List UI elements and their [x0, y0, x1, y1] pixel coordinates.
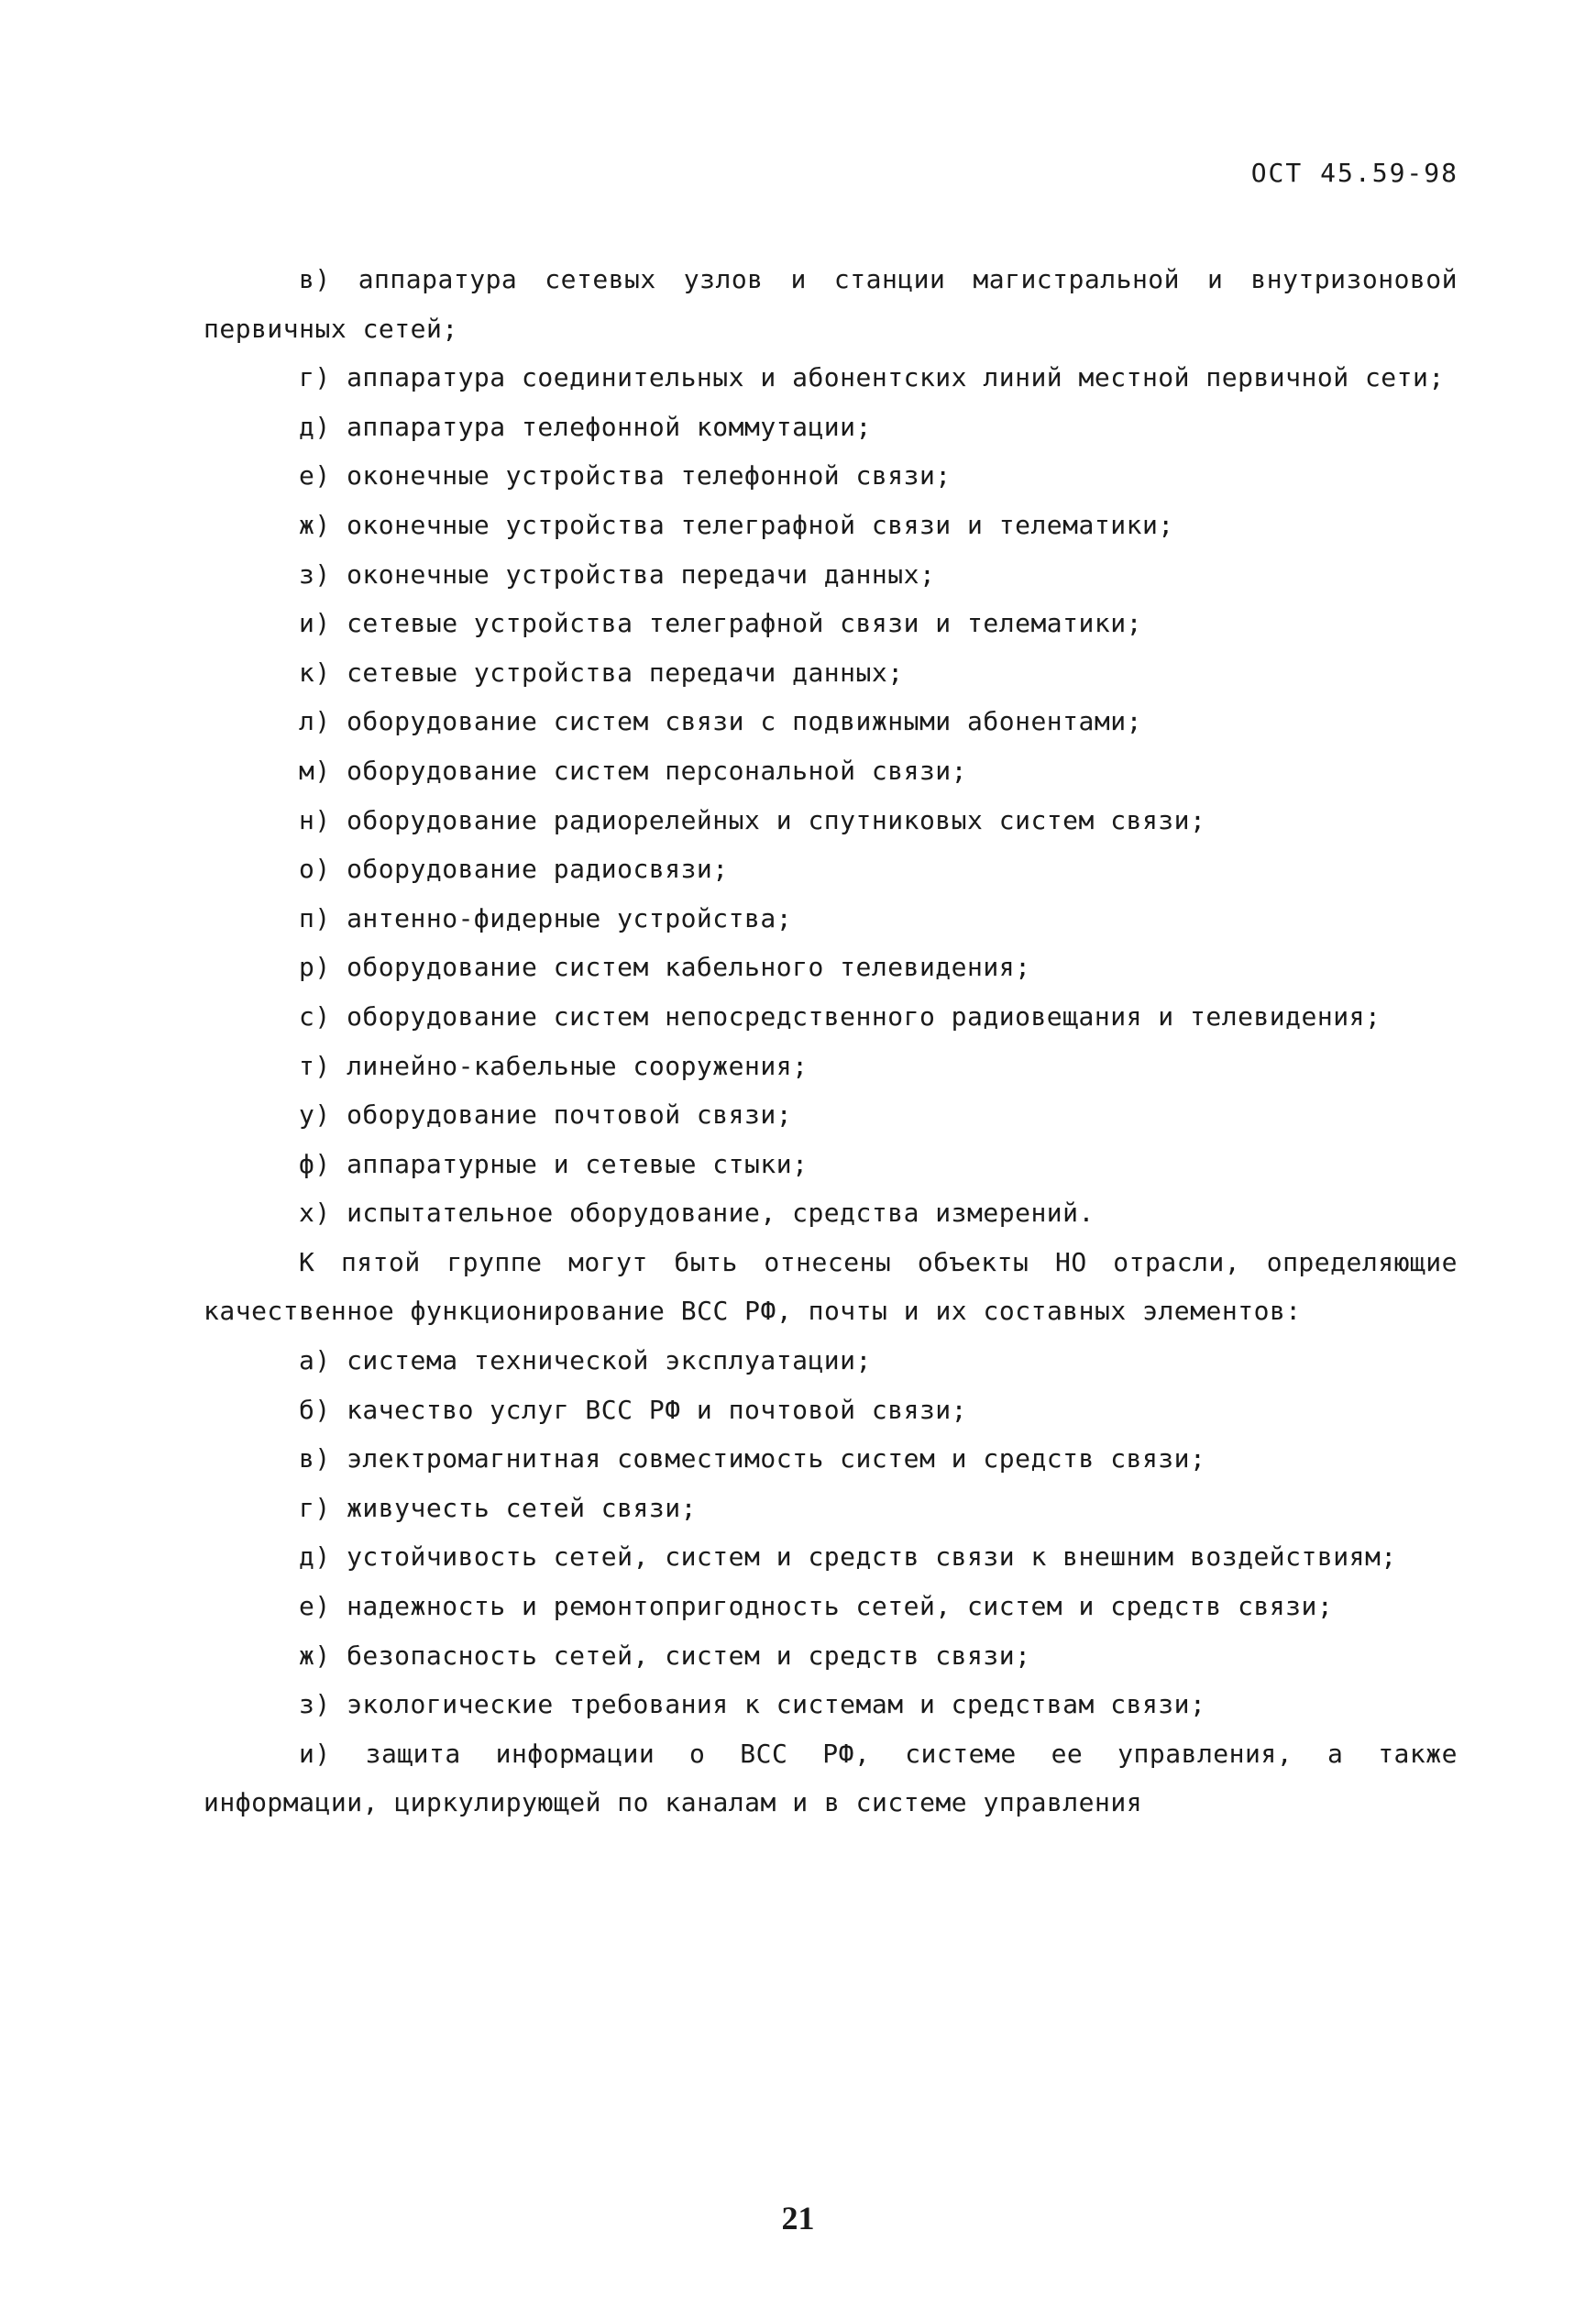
document-code: ОСТ 45.59-98 [1250, 158, 1458, 188]
document-body [204, 255, 1458, 1828]
list-item: и) сетевые устройства телеграфной связи и телематики; [299, 608, 1142, 639]
list-item: д) аппаратура телефонной коммутации; [299, 411, 872, 442]
list-item: л) оборудование систем связи с подвижными абонентами; [299, 706, 1142, 737]
list-item: р) оборудование систем кабельного телевидения; [299, 952, 1031, 983]
list-item: е) оконечные устройства телефонной связи; [299, 460, 952, 491]
list-item: т) линейно-кабельные сооружения; [299, 1050, 809, 1081]
list-item: с) оборудование систем непосредственного радиовещания и телевидения; [299, 1000, 1381, 1032]
list-item: з) экологические требования к системам и средствам связи; [299, 1689, 1206, 1720]
body-paragraph: К пятой группе могут быть отнесены объекты НО отрасли, определяющие качественное функционирование ВСС РФ, почты и их составных элементов: [204, 1246, 1458, 1327]
list-item: х) испытательное оборудование, средства измерений. [299, 1198, 1095, 1229]
list-item: ж) безопасность сетей, систем и средств связи; [299, 1640, 1031, 1671]
list-item: г) аппаратура соединительных и абонентских линий местной первичной сети; [299, 362, 1445, 393]
list-item: з) оконечные устройства передачи данных; [299, 558, 936, 590]
list-item: ж) оконечные устройства телеграфной связи и телематики; [299, 509, 1174, 540]
list-item: о) оборудование радиосвязи; [299, 854, 729, 885]
list-item: и) защита информации о ВСС РФ, системе ее управления, а также информации, циркулирующей по каналам и в системе управления [204, 1738, 1458, 1818]
list-item: м) оборудование систем персональной связи; [299, 755, 968, 786]
list-item: п) антенно-фидерные устройства; [299, 902, 793, 933]
list-item: а) система технической эксплуатации; [299, 1345, 872, 1376]
list-item: б) качество услуг ВСС РФ и почтовой связи; [299, 1394, 968, 1425]
list-item: к) сетевые устройства передачи данных; [299, 657, 904, 688]
list-item: в) аппаратура сетевых узлов и станции магистральной и внутризоновой первичных сетей; [204, 264, 1458, 344]
list-item: ф) аппаратурные и сетевые стыки; [299, 1148, 809, 1179]
list-item: у) оборудование почтовой связи; [299, 1099, 793, 1131]
list-item: е) надежность и ремонтопригодность сетей, систем и средств связи; [299, 1591, 1334, 1622]
list-item: г) живучесть сетей связи; [299, 1492, 697, 1523]
list-item: в) электромагнитная совместимость систем и средств связи; [299, 1443, 1206, 1474]
page-number: 21 [781, 2200, 815, 2236]
list-item: д) устойчивость сетей, систем и средств связи к внешним воздействиям; [299, 1541, 1397, 1573]
list-item: н) оборудование радиорелейных и спутниковых систем связи; [299, 804, 1206, 835]
